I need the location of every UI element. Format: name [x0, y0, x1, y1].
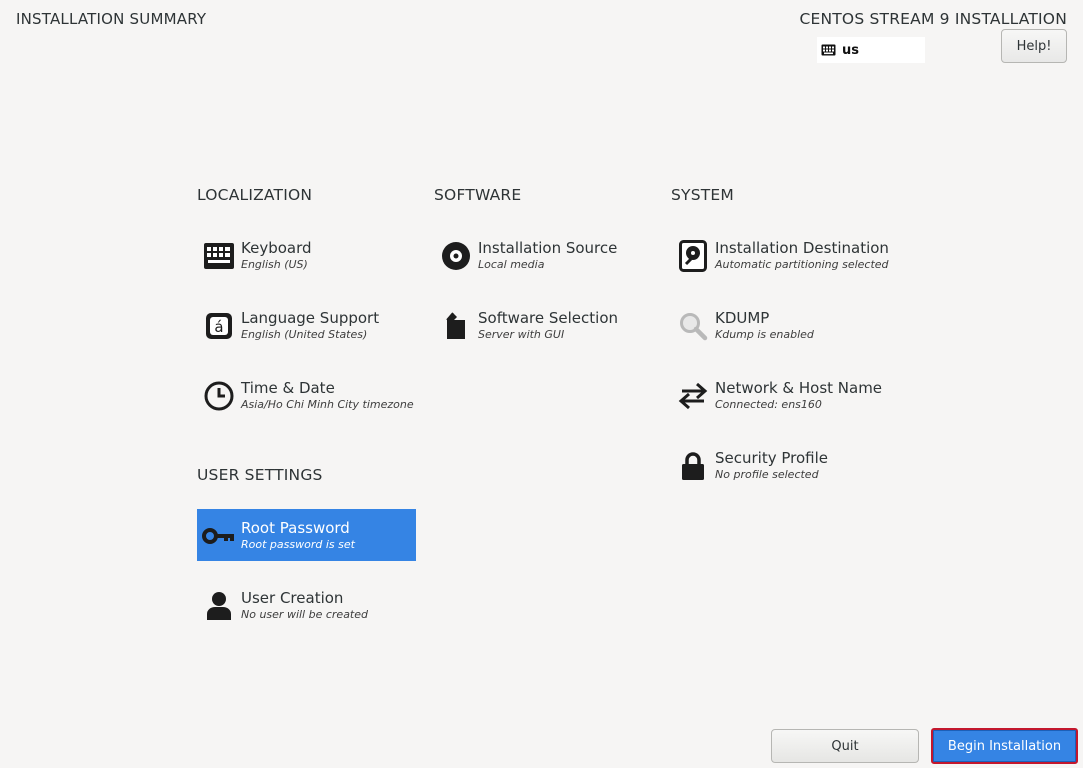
product-title: CENTOS STREAM 9 INSTALLATION	[799, 10, 1067, 28]
root-password-spoke-title: Root Password	[241, 519, 350, 537]
user-settings-heading: USER SETTINGS	[197, 466, 323, 484]
begin-installation-button[interactable]: Begin Installation	[931, 728, 1078, 764]
time-date-spoke[interactable]	[197, 369, 416, 421]
installation-source-spoke[interactable]	[434, 229, 653, 281]
magnifier-icon	[671, 309, 715, 343]
kdump-spoke-title: KDUMP	[715, 309, 770, 327]
software-selection-spoke-status: Server with GUI	[478, 328, 565, 341]
time-date-spoke-status: Asia/Ho Chi Minh City timezone	[241, 398, 414, 411]
time-date-spoke-title: Time & Date	[241, 379, 335, 397]
language-icon	[197, 309, 241, 343]
keyboard-spoke-title: Keyboard	[241, 239, 312, 257]
installation-source-spoke-title: Installation Source	[478, 239, 618, 257]
kdump-spoke-status: Kdump is enabled	[715, 328, 814, 341]
keyboard-layout-label: us	[842, 42, 859, 58]
installation-destination-spoke-title: Installation Destination	[715, 239, 889, 257]
svg-text:á: á	[214, 318, 224, 336]
root-password-spoke[interactable]	[197, 509, 416, 561]
network-arrows-icon	[671, 379, 715, 413]
disc-icon	[434, 239, 478, 273]
user-creation-spoke[interactable]	[197, 579, 416, 631]
user-icon	[197, 589, 241, 623]
localization-heading: LOCALIZATION	[197, 186, 313, 204]
clock-icon	[197, 379, 241, 413]
keyboard-icon	[197, 239, 241, 273]
language-support-spoke[interactable]	[197, 299, 416, 351]
root-password-spoke-status: Root password is set	[241, 538, 355, 551]
network-host-name-spoke-title: Network & Host Name	[715, 379, 883, 397]
security-profile-spoke-title: Security Profile	[715, 449, 829, 467]
keyboard-small-icon	[821, 44, 836, 56]
network-host-name-spoke[interactable]	[671, 369, 890, 421]
installation-destination-spoke-status: Automatic partitioning selected	[715, 258, 889, 271]
user-creation-spoke-status: No user will be created	[241, 608, 368, 621]
user-creation-spoke-title: User Creation	[241, 589, 344, 607]
package-icon	[434, 309, 478, 343]
installation-source-spoke-status: Local media	[478, 258, 545, 271]
language-support-spoke-status: English (United States)	[241, 328, 368, 341]
software-selection-spoke-title: Software Selection	[478, 309, 619, 327]
harddisk-icon	[671, 239, 715, 273]
security-profile-spoke[interactable]	[671, 439, 890, 491]
lock-icon	[671, 449, 715, 483]
keyboard-spoke-status: English (US)	[241, 258, 308, 271]
network-host-name-spoke-status: Connected: ens160	[715, 398, 822, 411]
language-support-spoke-title: Language Support	[241, 309, 380, 327]
help-button[interactable]: Help!	[1001, 29, 1067, 63]
installation-destination-spoke[interactable]	[671, 229, 890, 281]
keyboard-spoke[interactable]	[197, 229, 416, 281]
kdump-spoke[interactable]	[671, 299, 890, 351]
security-profile-spoke-status: No profile selected	[715, 468, 819, 481]
key-icon	[197, 519, 241, 553]
software-heading: SOFTWARE	[434, 186, 522, 204]
page-title: INSTALLATION SUMMARY	[16, 10, 207, 28]
software-selection-spoke[interactable]	[434, 299, 653, 351]
system-heading: SYSTEM	[671, 186, 734, 204]
keyboard-layout-indicator[interactable]	[817, 37, 925, 63]
quit-button[interactable]: Quit	[771, 729, 919, 763]
